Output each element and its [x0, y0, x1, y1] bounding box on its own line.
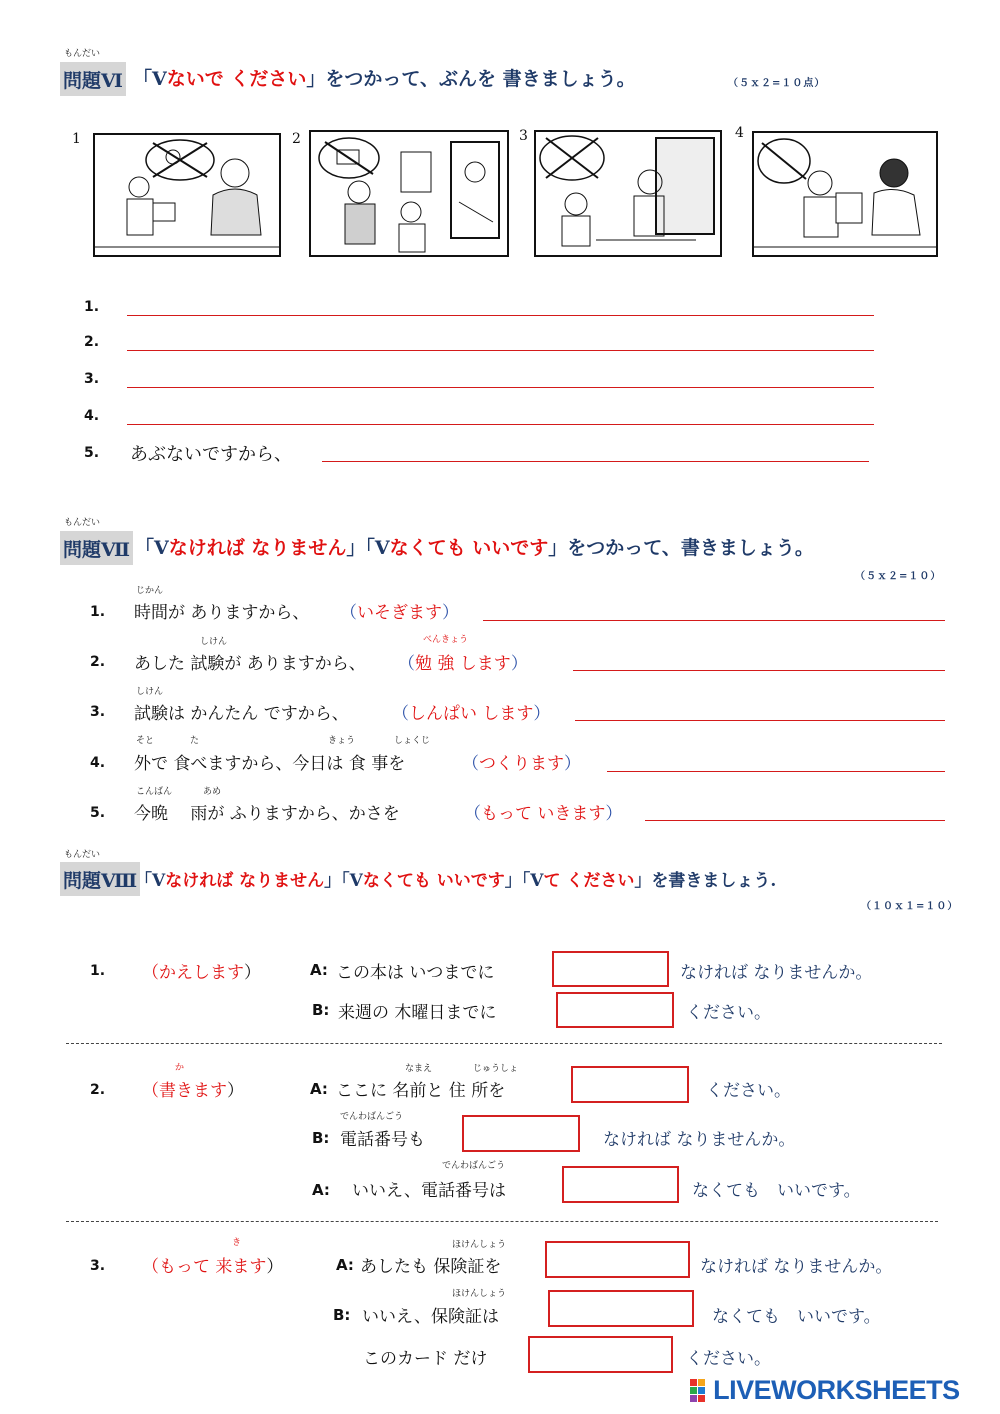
illustration-doctor2-svg [754, 133, 936, 255]
section7-score: （５ｘ２=１０） [855, 571, 942, 582]
speaker-label: A: [336, 1256, 354, 1274]
item-number: 2. [90, 1082, 106, 1098]
furigana: でんわばんごう [442, 1161, 506, 1171]
answer-number: 4. [84, 408, 100, 424]
item-text: あした 試験が ありますから、 [134, 654, 366, 674]
furigana: じかん [136, 586, 164, 596]
section6-label: 問題Ⅵ [60, 62, 126, 96]
furigana: なまえ [405, 1064, 433, 1074]
speaker-label: A: [312, 1181, 330, 1199]
furigana: しけん [200, 637, 228, 647]
furigana: しょくじ [394, 736, 431, 746]
item-text: 試験は かんたん ですから、 [134, 704, 349, 724]
answer-line-7-3[interactable] [575, 720, 945, 721]
liveworksheets-mark-icon [690, 1379, 706, 1403]
answer-number: 3. [84, 371, 100, 387]
answer-number: 5. [84, 445, 100, 461]
illustration-doctor-no-smoking [752, 131, 938, 257]
section7-title: 「Vなければ なりません」「Vなくても いいです」をつかって、書きましょう。 [135, 537, 814, 559]
illustration-window-no-opening [534, 130, 722, 257]
item-verb: （もって いきます） [464, 804, 623, 824]
q3-a-text: あしたも 保険証を [360, 1257, 502, 1277]
q1-b-text: 来週の 木曜日までに [338, 1003, 497, 1023]
item-text: 時間が ありますから、 [134, 603, 310, 623]
answer-box-2c[interactable] [562, 1166, 679, 1203]
q3-b-text: いいえ、保険証は [362, 1307, 500, 1327]
item-verb: （勉 強 します） [398, 654, 528, 674]
speaker-label: B: [312, 1001, 330, 1019]
q2-b-text: 電話番号も [340, 1130, 425, 1150]
item-number: 5. [90, 805, 106, 821]
speaker-label: B: [312, 1129, 330, 1147]
answer-box-3a[interactable] [545, 1241, 690, 1278]
item-text: 今晩 雨が ふりますから、かさを [134, 804, 400, 824]
item-number: 4. [90, 755, 106, 771]
illustration-doctor-svg [95, 135, 279, 255]
q3-verb: （もって 来ます） [142, 1257, 284, 1277]
furigana: でんわばんごう [340, 1112, 404, 1122]
section6-score: （５ｘ２=１０点） [728, 78, 826, 89]
speaker-label: A: [310, 1080, 328, 1098]
answer-line-7-5[interactable] [645, 820, 945, 821]
furigana-verb: き [232, 1238, 242, 1248]
answer-number: 2. [84, 334, 100, 350]
item5-prefix: あぶないですから、 [130, 444, 292, 465]
liveworksheets-logo [690, 1375, 960, 1406]
q1-b-end: ください。 [686, 1003, 771, 1023]
answer-box-2b[interactable] [462, 1115, 580, 1152]
q3-c-end: ください。 [686, 1349, 771, 1369]
picture-number: 2 [292, 131, 301, 147]
answer-line-1[interactable] [127, 315, 874, 316]
section7-label: 問題Ⅶ [60, 531, 133, 565]
furigana: きょう [328, 736, 356, 746]
section6-title: 「Vないで ください」をつかって、ぶんを 書きましょう。 [133, 68, 636, 90]
furigana: こんばん [136, 787, 173, 797]
speaker-label: A: [310, 961, 328, 979]
q2-b-end: なければ なりませんか。 [603, 1130, 796, 1150]
furigana-verb: か [175, 1063, 185, 1073]
q2-a-text: ここに 名前と 住 所を [336, 1081, 506, 1101]
q2-c-end: なくても いいです。 [692, 1181, 861, 1201]
furigana: あめ [203, 787, 222, 797]
answer-line-7-4[interactable] [607, 771, 945, 772]
illustration-museum-svg [311, 132, 507, 255]
furigana: ほけんしょう [452, 1289, 507, 1299]
answer-line-3[interactable] [127, 387, 874, 388]
q1-a-end: なければ なりませんか。 [680, 963, 873, 983]
item-text: 外で 食べますから、今日は 食 事を [134, 754, 406, 774]
furigana: た [190, 736, 200, 746]
answer-line-5[interactable] [322, 461, 869, 462]
q2-c-text: いいえ、電話番号は [352, 1181, 507, 1201]
q3-a-end: なければ なりませんか。 [700, 1257, 893, 1277]
picture-number: 1 [72, 131, 81, 147]
answer-line-2[interactable] [127, 350, 874, 351]
item-number: 1. [90, 963, 106, 979]
item-verb: （しんぱい します） [392, 704, 551, 724]
section8-score: （１０ｘ１=１０） [861, 901, 959, 912]
item-number: 3. [90, 704, 106, 720]
illustration-doctor-no-drinking [93, 133, 281, 257]
answer-line-7-1[interactable] [483, 620, 945, 621]
furigana: ほけんしょう [452, 1240, 507, 1250]
picture-number: 4 [735, 125, 744, 141]
q2-verb: （書きます） [142, 1081, 244, 1101]
answer-line-4[interactable] [127, 424, 874, 425]
answer-box-1b[interactable] [556, 992, 674, 1028]
answer-box-2a[interactable] [571, 1066, 689, 1103]
picture-number: 3 [519, 128, 528, 144]
liveworksheets-wordmark: LIVEWORKSHEETS [713, 1375, 960, 1405]
furigana-verb: べんきょう [423, 635, 469, 645]
answer-number: 1. [84, 299, 100, 315]
item-number: 1. [90, 604, 106, 620]
item-number: 3. [90, 1258, 106, 1274]
q1-a-text: この本は いつまでに [336, 963, 495, 983]
illustration-window-svg [536, 132, 720, 255]
q3-b-end: なくても いいです。 [712, 1307, 881, 1327]
answer-line-7-2[interactable] [573, 670, 945, 671]
speaker-label: B: [333, 1306, 351, 1324]
answer-box-3b[interactable] [548, 1290, 694, 1327]
q1-verb: （かえします） [142, 963, 261, 983]
answer-box-3c[interactable] [528, 1336, 673, 1373]
answer-box-1a[interactable] [552, 951, 669, 987]
q3-c-text: このカード だけ [363, 1349, 488, 1369]
q2-a-end: ください。 [706, 1081, 791, 1101]
section7-furigana: もんだい [64, 518, 101, 528]
divider [66, 1221, 938, 1222]
furigana: じゅうしょ [473, 1064, 519, 1074]
item-verb: （つくります） [462, 754, 581, 774]
item-number: 2. [90, 654, 106, 670]
section8-title: 「Vなければ なりません」「Vなくても いいです」「Vて ください」を書きましょう. [135, 871, 777, 891]
divider [66, 1043, 942, 1044]
section6-furigana: もんだい [64, 49, 101, 59]
illustration-museum-no-photos [309, 130, 509, 257]
item-verb: （いそぎます） [340, 603, 459, 623]
furigana: そと [136, 736, 155, 746]
furigana: しけん [136, 687, 164, 697]
section8-label: 問題Ⅷ [60, 862, 140, 896]
section8-furigana: もんだい [64, 850, 101, 860]
